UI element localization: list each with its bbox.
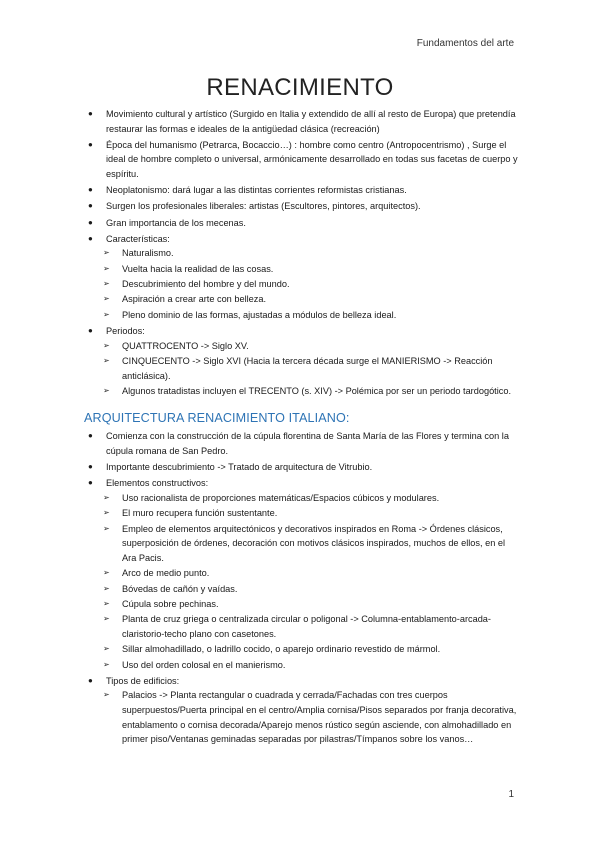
sub-list-item [86,506,518,521]
sub-list-item [86,658,518,673]
arrow-bullet-icon: ➢ [103,614,110,624]
sub-list-item-text: Bóvedas de cañón y vaídas. [122,583,238,594]
list-item-text: Tipos de edificios: [106,675,180,686]
sub-list-item [86,522,518,566]
arrow-bullet-icon: ➢ [103,508,110,518]
arrow-bullet-icon: ➢ [103,386,110,396]
sub-list-item-text: Cúpula sobre pechinas. [122,598,219,609]
list-item-text: Movimiento cultural y artístico (Surgido en Italia y extendido de allí al resto de Europa) que pretendía restaurar las formas e ideales de la antigüedad clásica (recreación) [106,109,516,134]
page-number: 1 [508,789,514,800]
bullet-icon: ● [88,109,93,118]
list-item [86,324,518,399]
course-header: Fundamentos del arte [416,38,514,49]
sub-list-item-text: Uso del orden colosal en el manierismo. [122,659,286,670]
arrow-bullet-icon: ➢ [103,340,110,350]
bullet-icon: ● [88,462,93,471]
bullet-icon: ● [88,233,93,243]
architecture-list [86,429,518,747]
sub-list-item-text: Algunos tratadistas incluyen el TRECENTO (s. XIV) -> Polémica por ser un periodo tardogótico. [122,386,512,397]
bullet-icon: ● [88,326,93,336]
sub-list-item-text: Palacios -> Planta rectangular o cuadrada y cerrada/Fachadas con tres cuerpos superpuestos/Puerta principal en el centro/Amplia cornisa/Pisos separados por franja decorativa, entablamento o cornisa decorada/Aparejo menos rústico según asciende, con almohadillado en primer piso/Ventanas geminadas separadas por pilastras/Tímpanos sobre los vanos… [122,690,517,745]
list-item [86,674,518,747]
bullet-icon: ● [88,201,93,211]
list-item-text: Características: [106,233,170,244]
sub-list-item-text: CINQUECENTO -> Siglo XVI (Hacia la tercera década surge el MANIERISMO -> Reacción anticlásica). [122,356,493,381]
sub-list-item-text: Pleno dominio de las formas, ajustadas a módulos de belleza ideal. [122,309,397,320]
bullet-icon: ● [88,478,93,488]
arrow-bullet-icon: ➢ [103,583,110,593]
list-item [86,216,518,231]
sub-list-item-text: QUATTROCENTO -> Siglo XV. [122,340,249,351]
arrow-bullet-icon: ➢ [103,263,110,273]
list-item-text: Periodos: [106,326,145,337]
sub-list-item [86,491,518,506]
sub-list [103,246,518,322]
arrow-bullet-icon: ➢ [103,279,110,289]
sub-list-item [86,354,518,383]
list-item [86,107,518,136]
sub-list-item [86,582,518,597]
sub-list-item [86,597,518,612]
arrow-bullet-icon: ➢ [103,356,110,366]
sub-list-item-text: Uso racionalista de proporciones matemáticas/Espacios cúbicos y modulares. [122,492,440,503]
bullet-icon: ● [88,185,93,195]
arrow-bullet-icon: ➢ [103,248,110,258]
arrow-bullet-icon: ➢ [103,690,110,700]
document-body [86,107,518,748]
arrow-bullet-icon: ➢ [103,309,110,319]
sub-list-item [86,246,518,261]
bullet-icon: ● [88,675,93,685]
arrow-bullet-icon: ➢ [103,598,110,608]
sub-list [103,491,518,673]
arrow-bullet-icon: ➢ [103,294,110,304]
list-item [86,476,518,672]
intro-list [86,107,518,399]
sub-list-item [86,292,518,307]
list-item [86,429,518,458]
list-item-text: Neoplatonismo: dará lugar a las distintas corrientes reformistas cristianas. [106,185,407,196]
bullet-icon: ● [88,217,93,227]
list-item [86,460,518,475]
sub-list-item [86,339,518,354]
sub-list-item [86,566,518,581]
sub-list-item [86,612,518,641]
list-item-text: Gran importancia de los mecenas. [106,217,246,228]
list-item-text: Época del humanismo (Petrarca, Bocaccio…) : hombre como centro (Antropocentrismo) , Surge el ideal de hombre completo o universal, armónicamente desarrollado en todas sus facetas de cuerpo y espíritu. [106,139,518,179]
list-item-text: Comienza con la construcción de la cúpula florentina de Santa María de las Flores y termina con la cúpula romana de San Pedro. [106,431,509,456]
sub-list-item [86,262,518,277]
sub-list-item-text: Sillar almohadillado, o ladrillo cocido, o aparejo ordinario revestido de mármol. [122,644,441,655]
sub-list-item-text: El muro recupera función sustentante. [122,508,278,519]
list-item-text: Surgen los profesionales liberales: artistas (Escultores, pintores, arquitectos). [106,201,421,212]
sub-list-item-text: Naturalismo. [122,248,174,259]
sub-list-item [86,308,518,323]
page-title: RENACIMIENTO [206,74,394,101]
sub-list-item [86,688,518,746]
sub-list-item-text: Vuelta hacia la realidad de las cosas. [122,263,274,274]
sub-list-item [86,384,518,399]
list-item [86,183,518,198]
sub-list-item-text: Aspiración a crear arte con belleza. [122,294,267,305]
arrow-bullet-icon: ➢ [103,568,110,578]
bullet-icon: ● [88,431,93,441]
sub-list [103,339,518,399]
section-heading: ARQUITECTURA RENACIMIENTO ITALIANO: [84,410,350,425]
arrow-bullet-icon: ➢ [103,644,110,654]
list-item-text: Importante descubrimiento -> Tratado de arquitectura de Vitrubio. [106,462,373,472]
sub-list-item-text: Descubrimiento del hombre y del mundo. [122,279,290,290]
sub-list-item-text: Arco de medio punto. [122,568,210,579]
sub-list-item [86,642,518,657]
sub-list-item-text: Empleo de elementos arquitectónicos y decorativos inspirados en Roma -> Órdenes clásicos, superposición de órdenes, decoración con motivos clásicos inspirados, muchos de ellos, en el Ara Pacis. [122,523,506,563]
sub-list-item [86,277,518,292]
sub-list [103,688,518,746]
list-item-text: Elementos constructivos: [106,478,209,489]
bullet-icon: ● [88,139,93,149]
sub-list-item-text: Planta de cruz griega o centralizada circular o poligonal -> Columna-entablamento-arcada-claristorio-techo plano con casetones. [122,614,491,639]
list-item [86,199,518,214]
arrow-bullet-icon: ➢ [103,523,110,533]
arrow-bullet-icon: ➢ [103,659,110,669]
arrow-bullet-icon: ➢ [103,492,110,502]
list-item [86,232,518,323]
list-item [86,138,518,182]
